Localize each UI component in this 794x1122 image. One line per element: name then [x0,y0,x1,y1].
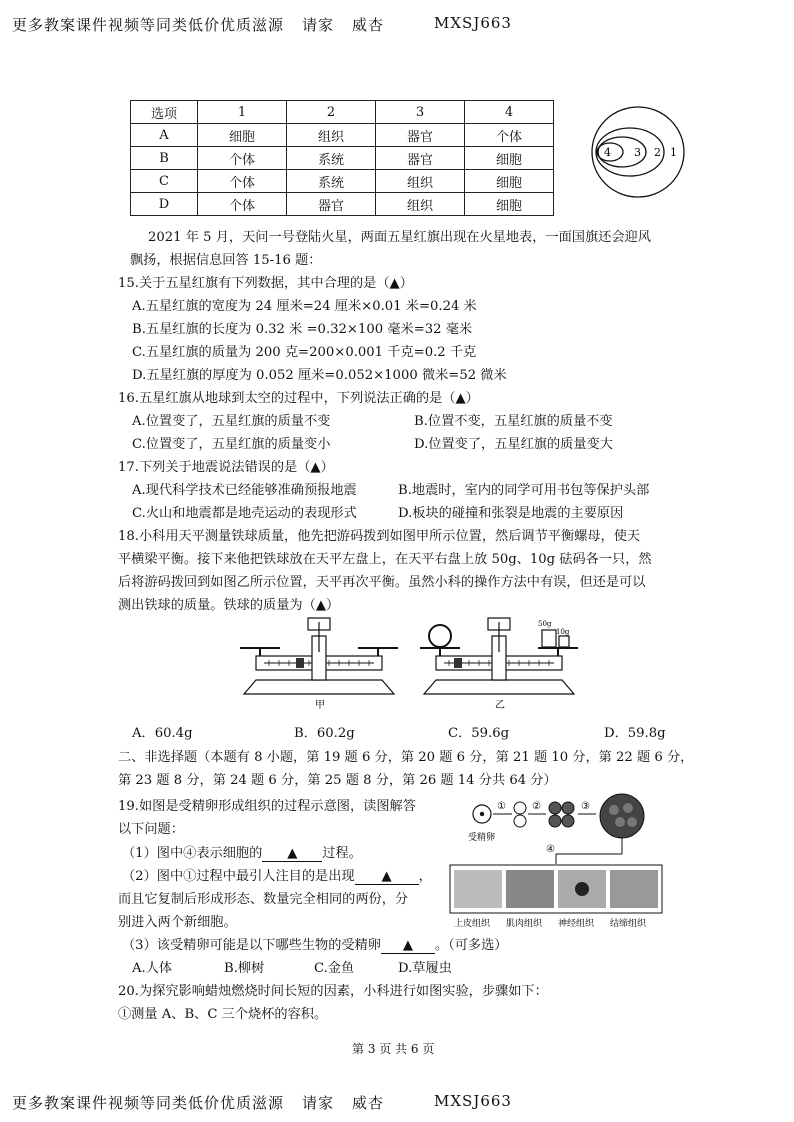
rider-weight [296,658,304,668]
table-row [131,193,554,216]
balance-base [244,680,394,694]
table-cell: 细胞 [465,193,554,216]
circle-label-1: 1 [670,146,677,159]
q19-part-3-text: （3）该受精卵可能是以下哪些生物的受精卵 [122,938,381,953]
table-cell: 组织 [287,124,376,147]
table-cell: 器官 [287,193,376,216]
weight-50g [542,630,556,647]
table-header-row [131,101,554,124]
q15-option-a: A.五星红旗的宽度为 24 厘米=24 厘米×0.01 米=0.24 米 [132,299,477,314]
q20-line-1: 20.为探究影响蜡烛燃烧时间长短的因素，小科进行如图实验，步骤如下： [118,984,548,999]
q18-option-a: A．60.4g [132,726,193,741]
cell-differentiation-diagram [448,792,664,934]
q16-close: ） [465,391,479,406]
tissue-label-connective: 结缔组织 [610,919,647,929]
intro-line-2: 飘扬，根据信息回答 15-16 题： [130,253,322,268]
table-cell: D [131,193,198,216]
circle-label-2: 2 [654,146,661,159]
table-cell: 个体 [198,193,287,216]
q19-option-a: A.人体 [132,961,173,976]
table-cell: 4 [465,101,554,124]
connective-tissue-image [610,870,658,908]
cell-mass [600,794,644,838]
q17-option-c: C.火山和地震都是地壳运动的表现形式 [132,506,357,521]
q18-close: ） [325,598,340,613]
table-cell: 2 [287,101,376,124]
q16-stem-text: 16.五星红旗从地球到太空的过程中，下列说法正确的是（ [118,391,456,406]
answer-blank [355,869,419,885]
figure-label-jia: 甲 [315,700,325,710]
q19-part-1-text: （1）图中④表示细胞的 [122,846,263,861]
table-row [131,147,554,170]
table-cell: 组织 [376,170,465,193]
answer-blank [262,846,322,862]
answer-blank-marker: ▲ [287,846,298,861]
q19-part-3 [122,934,507,954]
q17-close: ） [320,460,334,475]
q16-option-a: A.位置变了，五星红旗的质量不变 [132,414,331,429]
q18-option-b: B．60.2g [294,726,355,741]
q19-option-c: C.金鱼 [314,961,355,976]
q15-option-d: D.五星红旗的厚度为 0.052 厘米=0.052×1000 微米=52 微米 [132,368,507,383]
q19-part-2-text: （2）图中①过程中最引人注目的是出现 [122,869,355,884]
step-3-label: ③ [581,801,590,812]
table-cell: 个体 [465,124,554,147]
table-cell: 器官 [376,147,465,170]
step-2-label: ② [532,801,541,812]
footer-please: 请家 [302,1094,335,1112]
page-number: 第 3 页 共 6 页 [352,1042,435,1056]
q19-part-3-end: 。（可多选） [434,938,508,953]
table-cell: A [131,124,198,147]
q19-part-1 [122,842,362,862]
circle-label-3: 3 [634,146,641,159]
table-cell: 组织 [376,193,465,216]
weight-label-50g: 50g [538,620,552,628]
header-please: 请家 [302,16,335,34]
q15-close: ） [399,276,413,291]
q19-line-1: 19.如图是受精卵形成组织的过程示意图，读图解答 [118,799,416,814]
nested-circles-diagram [588,104,688,200]
figure-label-yi: 乙 [495,700,505,710]
q16-option-d: D.位置变了，五星红旗的质量变大 [414,437,613,452]
section-2-line-1: 二、非选择题（本题有 8 小题，第 19 题 6 分，第 20 题 6 分，第 21 题 10 分，第 22 题 6 分， [118,750,694,765]
header-contact: 威杏 [352,16,385,34]
q16-option-b: B.位置不变，五星红旗的质量不变 [414,414,613,429]
q15-option-c: C.五星红旗的质量为 200 克=200×0.001 千克=0.2 千克 [132,345,477,360]
muscle-tissue-image [506,870,554,908]
answer-blank [381,938,435,954]
q20-line-2: ①测量 A、B、C 三个烧杯的容积。 [118,1007,328,1022]
table-cell: 器官 [376,124,465,147]
balance-base [424,680,574,694]
q18-line-4 [118,594,339,613]
q19-option-d: D.草履虫 [398,961,452,976]
tissue-label-epithelial: 上皮组织 [454,919,491,929]
q18-line-1: 18.小科用天平测量铁球质量，他先把游码拨到如图甲所示位置，然后调节平衡螺母，使天 [118,529,641,544]
answer-blank-marker: ▲ [315,598,326,613]
header-source: 更多教案课件视频等同类低价优质滋源 [12,16,285,34]
fertilized-egg-label: 受精卵 [468,833,496,843]
table-cell: 选项 [131,101,198,124]
q18-line-4-text: 测出铁球的质量。铁球的质量为（ [118,598,316,613]
q19-part-2 [122,865,432,885]
intro-line-1: 2021 年 5 月，天问一号登陆火星，两面五星红旗出现在火星地表，一面国旗还会迎风 [148,230,651,245]
q18-line-3: 后将游码拨回到如图乙所示位置，天平再次平衡。虽然小科的操作方法中有误，但还是可以 [118,575,646,590]
q17-option-d: D.板块的碰撞和张裂是地震的主要原因 [398,506,624,521]
table-row [131,124,554,147]
table-cell: 细胞 [198,124,287,147]
table-cell: B [131,147,198,170]
q15-option-b: B.五星红旗的长度为 0.32 米 =0.32×100 毫米=32 毫米 [132,322,473,337]
q19-part-2-comma: ， [418,869,432,884]
q18-option-d: D．59.8g [604,726,666,741]
step-4-label: ④ [546,844,555,855]
table-cell: 个体 [198,147,287,170]
q19-part-1-end: 过程。 [322,846,362,861]
q17-stem-text: 17.下列关于地震说法错误的是（ [118,460,311,475]
footer-contact: 威杏 [352,1094,385,1112]
section-2-line-2: 第 23 题 8 分，第 24 题 6 分，第 25 题 8 分，第 26 题 14 分共 64 分） [118,773,557,788]
answer-blank-marker: ▲ [310,460,321,475]
step-1-label: ① [497,801,506,812]
q19-line-2: 以下问题： [118,822,184,837]
table-cell: 系统 [287,147,376,170]
q16-option-c: C.位置变了，五星红旗的质量变小 [132,437,331,452]
q18-option-c: C．59.6g [448,726,510,741]
footer-source: 更多教案课件视频等同类低价优质滋源 [12,1094,285,1112]
footer-code: MXSJ663 [434,1092,512,1110]
header-code: MXSJ663 [434,14,512,32]
q15-stem [118,272,413,291]
circle-label-4: 4 [604,146,611,159]
q19-option-b: B.柳树 [224,961,265,976]
answer-blank-marker: ▲ [389,276,400,291]
table-cell: 细胞 [465,147,554,170]
table-row [131,170,554,193]
table-cell: 细胞 [465,170,554,193]
tissue-label-nerve: 神经组织 [558,919,595,929]
table-cell: C [131,170,198,193]
answer-blank-marker: ▲ [402,938,414,953]
q19-part-2-line-2: 而且它复制后形成形态、数量完全相同的两份，分 [118,892,409,907]
q17-option-b: B.地震时，室内的同学可用书包等保护头部 [398,483,650,498]
q19-part-2-line-3: 别进入两个新细胞。 [118,915,237,930]
options-table [130,100,554,216]
iron-ball [429,625,451,647]
q16-stem [118,387,479,406]
table-cell: 系统 [287,170,376,193]
table-cell: 个体 [198,170,287,193]
rider-weight [454,658,462,668]
q15-stem-text: 15.关于五星红旗有下列数据，其中合理的是（ [118,276,390,291]
weight-10g [559,636,569,647]
balance-figure-yi [414,612,584,710]
tissue-label-muscle: 肌肉组织 [506,919,543,929]
q17-option-a: A.现代科学技术已经能够准确预报地震 [132,483,357,498]
answer-blank-marker: ▲ [455,391,466,406]
epithelial-tissue-image [454,870,502,908]
table-cell: 3 [376,101,465,124]
weight-label-10g: 10g [556,628,570,636]
q17-stem [118,456,334,475]
q18-line-2: 平横梁平衡。接下来他把铁球放在天平左盘上，在天平右盘上放 50g、10g 砝码各一只，然 [118,552,652,567]
balance-figure-jia [234,612,404,710]
table-cell: 1 [198,101,287,124]
answer-blank-marker: ▲ [381,869,392,884]
